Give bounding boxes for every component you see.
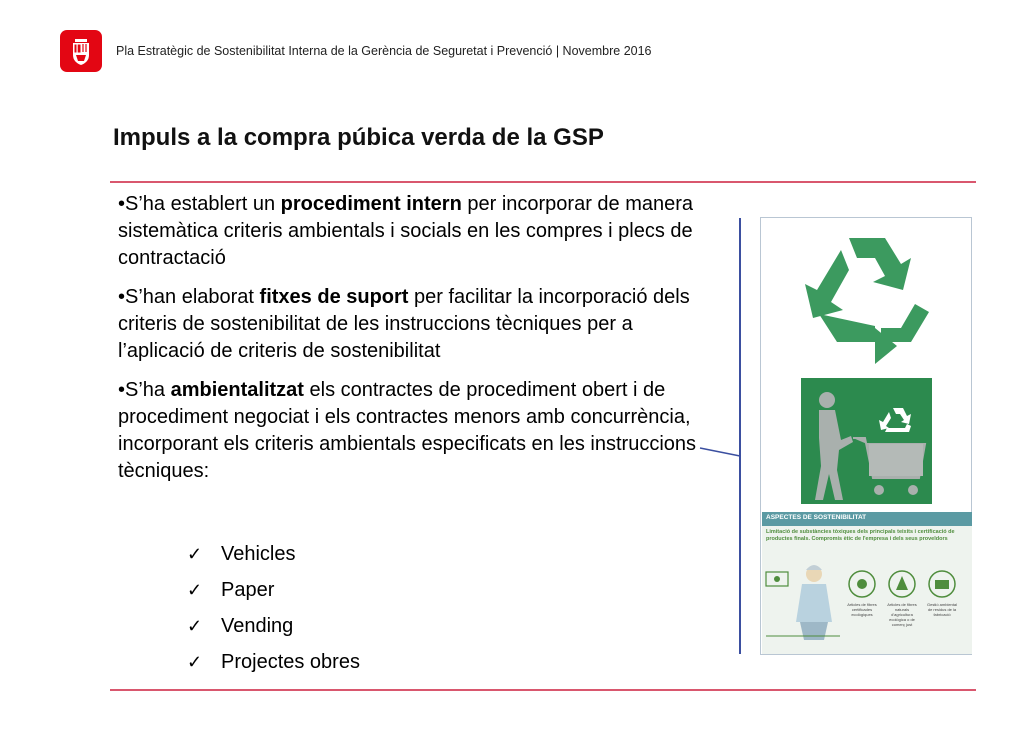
bottom-divider bbox=[110, 689, 976, 691]
checkmark-icon: ✓ bbox=[187, 580, 203, 600]
document-header: Pla Estratègic de Sostenibilitat Interna de la Gerència de Seguretat i Prevenció | Novembre 2016 bbox=[116, 44, 652, 58]
bullet-suffix: per facilitar la incorporació dels criteris de sostenibilitat de les instruccions tècniques per a l’aplicació de criteris de sostenibilitat bbox=[118, 286, 690, 362]
checklist-label: Projectes obres bbox=[221, 651, 360, 673]
checklist-label: Vehicles bbox=[221, 543, 296, 565]
bullet-prefix: •S’ha bbox=[118, 379, 171, 401]
sustainability-subtitle: Limitació de substàncies tòxiques dels principals teixits i certificació de productes finals. Compromís ètic de l'empresa i dels seus proveïdors bbox=[766, 529, 955, 542]
sustainability-card bbox=[762, 512, 972, 654]
bullet-suffix: els contractes de procediment obert i de procediment negociat i els contractes menors amb concurrència, incorporant els criteris ambientals especificats en les instruccions tècniques: bbox=[118, 379, 697, 482]
shopping-trolley-icon bbox=[801, 378, 932, 504]
bullet-prefix: •S’ha establert un bbox=[118, 193, 281, 215]
caption-natural-fibres: Articles de fibres naturals d'agricultura ecològica o de comerç just bbox=[887, 602, 917, 627]
bullet-suffix: per incorporar de manera sistemàtica criteris ambientals i socials en les compres i plecs de contractació bbox=[118, 193, 694, 269]
checklist-label: Paper bbox=[221, 579, 275, 601]
bullet-bold: procediment intern bbox=[280, 193, 462, 215]
bullet-bold: fitxes de suport bbox=[259, 286, 409, 308]
recycle-icon bbox=[797, 230, 937, 365]
caption-certified-fibres: Articles de fibres certificades ecològiques bbox=[847, 602, 877, 617]
checklist-label: Vending bbox=[221, 615, 294, 637]
slide-title: Impuls a la compra púbica verda de la GSP bbox=[113, 124, 604, 151]
bullet-bold: ambientalitzat bbox=[170, 379, 304, 401]
bullet-prefix: •S’han elaborat bbox=[118, 286, 260, 308]
sustainability-heading: ASPECTES DE SOSTENIBILITAT bbox=[762, 512, 972, 526]
sustainability-illustration bbox=[762, 544, 972, 654]
caption-waste-management: Gestió ambiental de residus de la fabricació bbox=[926, 602, 957, 617]
checkmark-icon: ✓ bbox=[187, 544, 203, 564]
checkmark-icon: ✓ bbox=[187, 616, 203, 636]
checkmark-icon: ✓ bbox=[187, 652, 203, 672]
